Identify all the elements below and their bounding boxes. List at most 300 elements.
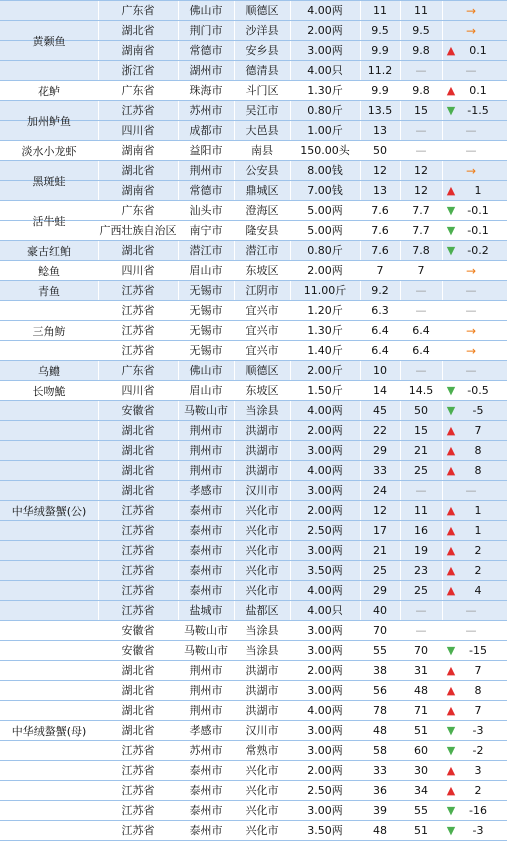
cell-p2: 31 — [414, 664, 428, 677]
cell-p2: 15 — [414, 424, 428, 437]
cell-p1: 9.5 — [371, 24, 389, 37]
trend-down-icon: ▼ — [446, 644, 456, 657]
cell-prov: 广东省 — [121, 4, 155, 17]
cell-spec: 3.00两 — [307, 484, 343, 497]
cell-p2: 6.4 — [412, 344, 430, 357]
trend-down-icon: ▼ — [446, 724, 456, 737]
cell-dist: 南县 — [251, 144, 273, 157]
cell-p1: 9.9 — [371, 44, 389, 57]
trend-up-icon: ▲ — [446, 784, 456, 797]
cell-spec: 3.00两 — [307, 804, 343, 817]
trend-none-icon: — — [465, 364, 477, 377]
trend-down-icon: ▼ — [446, 804, 456, 817]
cell-spec: 3.00两 — [307, 744, 343, 757]
cell-dist: 公安县 — [245, 164, 279, 177]
cell-prov: 湖北省 — [121, 24, 155, 37]
cell-prov: 江苏省 — [121, 284, 155, 297]
cell-p1: 33 — [373, 464, 387, 477]
cell-prov: 江苏省 — [121, 824, 155, 837]
cell-dist: 东坡区 — [245, 264, 279, 277]
cell-p1: 55 — [373, 644, 387, 657]
cell-p2: — — [415, 604, 427, 617]
change-value: 7 — [474, 424, 482, 437]
trend-up-icon: ▲ — [446, 424, 456, 437]
cell-p2: 19 — [414, 544, 428, 557]
cell-dist: 安乡县 — [245, 44, 279, 57]
cell-dist: 澄海区 — [245, 204, 279, 217]
cell-p2: 34 — [414, 784, 428, 797]
cell-prov: 湖南省 — [121, 44, 155, 57]
cell-prov: 湖北省 — [121, 704, 155, 717]
species-label: 活牛蛙 — [32, 215, 66, 228]
change-value: -0.2 — [467, 244, 489, 257]
cell-city: 荆门市 — [189, 24, 223, 37]
trend-up-icon: ▲ — [446, 664, 456, 677]
cell-spec: 1.20斤 — [307, 304, 343, 317]
cell-p1: 24 — [373, 484, 387, 497]
cell-city: 泰州市 — [189, 544, 223, 557]
cell-p2: 9.8 — [412, 84, 430, 97]
trend-none-icon: — — [465, 124, 477, 137]
cell-prov: 广西壮族自治区 — [99, 224, 177, 237]
change-value — [458, 601, 498, 621]
cell-prov: 湖北省 — [121, 484, 155, 497]
cell-dist: 顺德区 — [245, 4, 279, 17]
cell-prov: 江苏省 — [121, 504, 155, 517]
cell-dist: 江阴市 — [245, 284, 279, 297]
trend-flat-icon: → — [465, 324, 477, 338]
cell-city: 荆州市 — [189, 704, 223, 717]
cell-p2: 51 — [414, 724, 428, 737]
cell-spec: 8.00钱 — [307, 164, 343, 177]
trend-none-icon: — — [465, 484, 477, 497]
cell-spec: 4.00只 — [307, 604, 343, 617]
cell-spec: 4.00两 — [307, 584, 343, 597]
cell-dist: 兴化市 — [245, 504, 279, 517]
cell-spec: 2.00斤 — [307, 364, 343, 377]
cell-p2: — — [415, 284, 427, 297]
cell-city: 马鞍山市 — [184, 644, 228, 657]
cell-prov: 湖北省 — [121, 164, 155, 177]
cell-prov: 安徽省 — [121, 624, 155, 637]
change-value: 2 — [474, 564, 482, 577]
cell-dist: 顺德区 — [245, 364, 279, 377]
cell-p2: 15 — [414, 104, 428, 117]
cell-p2: 25 — [414, 464, 428, 477]
cell-p1: 13 — [373, 184, 387, 197]
cell-city: 孝感市 — [189, 724, 223, 737]
cell-p1: 29 — [373, 584, 387, 597]
cell-p2: — — [415, 64, 427, 77]
species-label: 长吻鮠 — [32, 385, 66, 398]
cell-city: 佛山市 — [189, 364, 223, 377]
cell-p1: 11 — [373, 4, 387, 17]
cell-city: 泰州市 — [189, 504, 223, 517]
trend-flat-icon: → — [465, 164, 477, 178]
cell-dist: 宜兴市 — [245, 324, 279, 337]
species-label: 青鱼 — [38, 285, 60, 298]
cell-prov: 安徽省 — [121, 644, 155, 657]
cell-spec: 4.00只 — [307, 64, 343, 77]
change-value — [458, 281, 498, 301]
cell-p2: 50 — [414, 404, 428, 417]
change-value: 3 — [474, 764, 482, 777]
cell-prov: 江苏省 — [121, 544, 155, 557]
cell-prov: 江苏省 — [121, 604, 155, 617]
cell-spec: 2.50两 — [307, 524, 343, 537]
cell-dist: 宜兴市 — [245, 344, 279, 357]
cell-spec: 1.50斤 — [307, 384, 343, 397]
cell-prov: 江苏省 — [121, 764, 155, 777]
cell-prov: 江苏省 — [121, 784, 155, 797]
cell-p1: 6.4 — [371, 344, 389, 357]
change-value: 0.1 — [469, 84, 487, 97]
change-value: 8 — [474, 684, 482, 697]
change-value: 1 — [474, 524, 482, 537]
cell-city: 苏州市 — [189, 744, 223, 757]
trend-none-icon: — — [465, 624, 477, 637]
cell-city: 潜江市 — [189, 244, 223, 257]
cell-prov: 湖北省 — [121, 684, 155, 697]
cell-dist: 汉川市 — [245, 484, 279, 497]
cell-dist: 兴化市 — [245, 524, 279, 537]
cell-city: 荆州市 — [189, 664, 223, 677]
cell-city: 无锡市 — [189, 344, 223, 357]
cell-city: 汕头市 — [189, 204, 223, 217]
cell-dist: 洪湖市 — [245, 664, 279, 677]
cell-spec: 4.00两 — [307, 4, 343, 17]
cell-p1: 13 — [373, 124, 387, 137]
cell-spec: 3.00两 — [307, 644, 343, 657]
cell-spec: 4.00两 — [307, 704, 343, 717]
cell-dist: 兴化市 — [245, 764, 279, 777]
change-value: -2 — [472, 744, 484, 757]
cell-dist: 兴化市 — [245, 544, 279, 557]
trend-up-icon: ▲ — [446, 184, 456, 197]
trend-up-icon: ▲ — [446, 464, 456, 477]
trend-down-icon: ▼ — [446, 744, 456, 757]
cell-prov: 江苏省 — [121, 524, 155, 537]
cell-spec: 0.80斤 — [307, 244, 343, 257]
cell-prov: 江苏省 — [121, 564, 155, 577]
cell-spec: 0.80斤 — [307, 104, 343, 117]
cell-dist: 盐都区 — [245, 604, 279, 617]
cell-city: 马鞍山市 — [184, 404, 228, 417]
cell-p1: 33 — [373, 764, 387, 777]
change-value: -5 — [472, 404, 484, 417]
cell-prov: 湖北省 — [121, 724, 155, 737]
cell-spec: 1.40斤 — [307, 344, 343, 357]
cell-p2: — — [415, 144, 427, 157]
cell-prov: 江苏省 — [121, 104, 155, 117]
trend-down-icon: ▼ — [446, 204, 456, 217]
trend-flat-icon: → — [465, 4, 477, 18]
cell-dist: 隆安县 — [245, 224, 279, 237]
cell-p1: 9.2 — [371, 284, 389, 297]
cell-dist: 兴化市 — [245, 584, 279, 597]
cell-p2: — — [415, 124, 427, 137]
cell-prov: 湖北省 — [121, 424, 155, 437]
cell-spec: 1.30斤 — [307, 84, 343, 97]
change-value: 2 — [474, 784, 482, 797]
cell-prov: 湖南省 — [121, 184, 155, 197]
trend-none-icon: — — [465, 144, 477, 157]
trend-down-icon: ▼ — [446, 104, 456, 117]
cell-city: 常德市 — [189, 44, 223, 57]
cell-spec: 1.30斤 — [307, 324, 343, 337]
change-value: -3 — [472, 824, 484, 837]
trend-down-icon: ▼ — [446, 384, 456, 397]
cell-city: 常德市 — [189, 184, 223, 197]
cell-p2: 30 — [414, 764, 428, 777]
cell-city: 无锡市 — [189, 324, 223, 337]
cell-city: 南宁市 — [189, 224, 223, 237]
cell-spec: 2.50两 — [307, 784, 343, 797]
cell-p1: 45 — [373, 404, 387, 417]
cell-spec: 150.00头 — [300, 144, 350, 157]
cell-p1: 40 — [373, 604, 387, 617]
cell-prov: 湖南省 — [121, 144, 155, 157]
cell-city: 泰州市 — [189, 584, 223, 597]
change-value — [458, 161, 498, 181]
cell-spec: 3.00两 — [307, 684, 343, 697]
cell-dist: 兴化市 — [245, 824, 279, 837]
cell-p1: 38 — [373, 664, 387, 677]
change-value: -0.1 — [467, 224, 489, 237]
cell-p1: 12 — [373, 164, 387, 177]
cell-city: 泰州市 — [189, 824, 223, 837]
cell-prov: 四川省 — [121, 124, 155, 137]
change-value: 4 — [474, 584, 482, 597]
cell-p1: 78 — [373, 704, 387, 717]
trend-down-icon: ▼ — [446, 824, 456, 837]
change-value — [458, 121, 498, 141]
change-value: -1.5 — [467, 104, 489, 117]
cell-p2: — — [415, 364, 427, 377]
trend-down-icon: ▼ — [446, 224, 456, 237]
cell-prov: 湖北省 — [121, 444, 155, 457]
cell-city: 孝感市 — [189, 484, 223, 497]
cell-p2: 70 — [414, 644, 428, 657]
cell-spec: 2.00两 — [307, 764, 343, 777]
cell-p2: 7.8 — [412, 244, 430, 257]
cell-city: 湖州市 — [189, 64, 223, 77]
cell-city: 荆州市 — [189, 464, 223, 477]
trend-up-icon: ▲ — [446, 544, 456, 557]
cell-prov: 安徽省 — [121, 404, 155, 417]
cell-city: 泰州市 — [189, 564, 223, 577]
cell-spec: 2.00两 — [307, 504, 343, 517]
change-value: 8 — [474, 464, 482, 477]
cell-dist: 兴化市 — [245, 804, 279, 817]
cell-spec: 5.00两 — [307, 224, 343, 237]
cell-dist: 斗门区 — [245, 84, 279, 97]
trend-flat-icon: → — [465, 264, 477, 278]
change-value: -0.5 — [467, 384, 489, 397]
change-value — [458, 141, 498, 161]
cell-prov: 广东省 — [121, 204, 155, 217]
species-label: 淡水小龙虾 — [21, 145, 77, 158]
trend-flat-icon: → — [465, 344, 477, 358]
cell-spec: 2.00两 — [307, 664, 343, 677]
cell-prov: 广东省 — [121, 84, 155, 97]
change-value: -15 — [469, 644, 487, 657]
cell-city: 珠海市 — [189, 84, 223, 97]
change-value — [458, 481, 498, 501]
change-value: 0.1 — [469, 44, 487, 57]
cell-p1: 12 — [373, 504, 387, 517]
cell-spec: 5.00两 — [307, 204, 343, 217]
cell-city: 佛山市 — [189, 4, 223, 17]
trend-up-icon: ▲ — [446, 764, 456, 777]
cell-p2: 11 — [414, 4, 428, 17]
cell-p2: 14.5 — [408, 384, 434, 397]
cell-p1: 48 — [373, 824, 387, 837]
cell-p1: 22 — [373, 424, 387, 437]
change-value: -16 — [469, 804, 487, 817]
change-value: 7 — [474, 704, 482, 717]
cell-prov: 广东省 — [121, 364, 155, 377]
cell-city: 盐城市 — [189, 604, 223, 617]
cell-spec: 3.50两 — [307, 564, 343, 577]
trend-down-icon: ▼ — [446, 244, 456, 257]
cell-spec: 4.00两 — [307, 404, 343, 417]
cell-city: 泰州市 — [189, 784, 223, 797]
trend-up-icon: ▲ — [446, 444, 456, 457]
cell-dist: 东坡区 — [245, 384, 279, 397]
cell-prov: 江苏省 — [121, 344, 155, 357]
cell-p2: 71 — [414, 704, 428, 717]
cell-prov: 江苏省 — [121, 324, 155, 337]
cell-p2: 7.7 — [412, 204, 430, 217]
change-value: 8 — [474, 444, 482, 457]
cell-dist: 宜兴市 — [245, 304, 279, 317]
cell-p1: 11.2 — [367, 64, 393, 77]
trend-up-icon: ▲ — [446, 564, 456, 577]
cell-city: 泰州市 — [189, 764, 223, 777]
cell-p2: — — [415, 624, 427, 637]
cell-p1: 9.9 — [371, 84, 389, 97]
species-label: 三角鲂 — [32, 325, 66, 338]
cell-p1: 58 — [373, 744, 387, 757]
cell-city: 眉山市 — [189, 384, 223, 397]
cell-city: 荆州市 — [189, 164, 223, 177]
cell-city: 荆州市 — [189, 444, 223, 457]
cell-p1: 17 — [373, 524, 387, 537]
cell-prov: 四川省 — [121, 384, 155, 397]
change-value — [458, 621, 498, 641]
cell-p1: 7 — [376, 264, 384, 277]
cell-city: 益阳市 — [189, 144, 223, 157]
cell-spec: 3.50两 — [307, 824, 343, 837]
cell-spec: 2.00两 — [307, 24, 343, 37]
cell-dist: 当涂县 — [245, 404, 279, 417]
change-value — [458, 21, 498, 41]
cell-city: 荆州市 — [189, 684, 223, 697]
cell-p1: 56 — [373, 684, 387, 697]
cell-p1: 7.6 — [371, 224, 389, 237]
trend-none-icon: — — [465, 284, 477, 297]
cell-p1: 48 — [373, 724, 387, 737]
cell-spec: 2.00两 — [307, 424, 343, 437]
trend-up-icon: ▲ — [446, 504, 456, 517]
cell-dist: 德清县 — [245, 64, 279, 77]
species-label: 黄颡鱼 — [32, 35, 66, 48]
cell-spec: 3.00两 — [307, 624, 343, 637]
trend-up-icon: ▲ — [446, 704, 456, 717]
cell-dist: 洪湖市 — [245, 464, 279, 477]
cell-dist: 吴江市 — [245, 104, 279, 117]
cell-prov: 浙江省 — [121, 64, 155, 77]
cell-p2: 9.8 — [412, 44, 430, 57]
cell-p1: 50 — [373, 144, 387, 157]
cell-spec: 4.00两 — [307, 464, 343, 477]
change-value: -0.1 — [467, 204, 489, 217]
cell-spec: 3.00两 — [307, 444, 343, 457]
cell-p1: 7.6 — [371, 204, 389, 217]
trend-up-icon: ▲ — [446, 524, 456, 537]
cell-p1: 14 — [373, 384, 387, 397]
cell-p2: 7.7 — [412, 224, 430, 237]
cell-dist: 当涂县 — [245, 644, 279, 657]
cell-p2: 25 — [414, 584, 428, 597]
cell-spec: 2.00两 — [307, 264, 343, 277]
cell-p2: 55 — [414, 804, 428, 817]
cell-city: 苏州市 — [189, 104, 223, 117]
cell-p2: 23 — [414, 564, 428, 577]
cell-city: 无锡市 — [189, 304, 223, 317]
species-label: 黑斑蛙 — [32, 175, 66, 188]
change-value: 2 — [474, 544, 482, 557]
cell-p2: 9.5 — [412, 24, 430, 37]
change-value — [458, 301, 498, 321]
trend-up-icon: ▲ — [446, 84, 456, 97]
species-label: 乌鳢 — [38, 365, 60, 378]
cell-prov: 江苏省 — [121, 744, 155, 757]
cell-dist: 潜江市 — [245, 244, 279, 257]
cell-dist: 汉川市 — [245, 724, 279, 737]
change-value: -3 — [472, 724, 484, 737]
cell-spec: 3.00两 — [307, 44, 343, 57]
cell-dist: 洪湖市 — [245, 424, 279, 437]
cell-dist: 大邑县 — [245, 124, 279, 137]
species-label: 豪古红鲌 — [27, 245, 71, 258]
cell-dist: 洪湖市 — [245, 444, 279, 457]
trend-up-icon: ▲ — [446, 44, 456, 57]
cell-p2: — — [415, 304, 427, 317]
cell-p2: 21 — [414, 444, 428, 457]
cell-p2: — — [415, 484, 427, 497]
cell-city: 荆州市 — [189, 424, 223, 437]
cell-city: 泰州市 — [189, 524, 223, 537]
cell-spec: 7.00钱 — [307, 184, 343, 197]
change-value: 1 — [474, 184, 482, 197]
cell-dist: 洪湖市 — [245, 684, 279, 697]
cell-dist: 兴化市 — [245, 564, 279, 577]
cell-city: 马鞍山市 — [184, 624, 228, 637]
cell-prov: 湖北省 — [121, 664, 155, 677]
cell-p2: 12 — [414, 164, 428, 177]
change-value — [458, 341, 498, 361]
cell-p1: 29 — [373, 444, 387, 457]
cell-p1: 13.5 — [367, 104, 393, 117]
trend-none-icon: — — [465, 304, 477, 317]
trend-none-icon: — — [465, 64, 477, 77]
trend-down-icon: ▼ — [446, 404, 456, 417]
cell-dist: 常熟市 — [245, 744, 279, 757]
cell-prov: 江苏省 — [121, 804, 155, 817]
change-value — [458, 261, 498, 281]
